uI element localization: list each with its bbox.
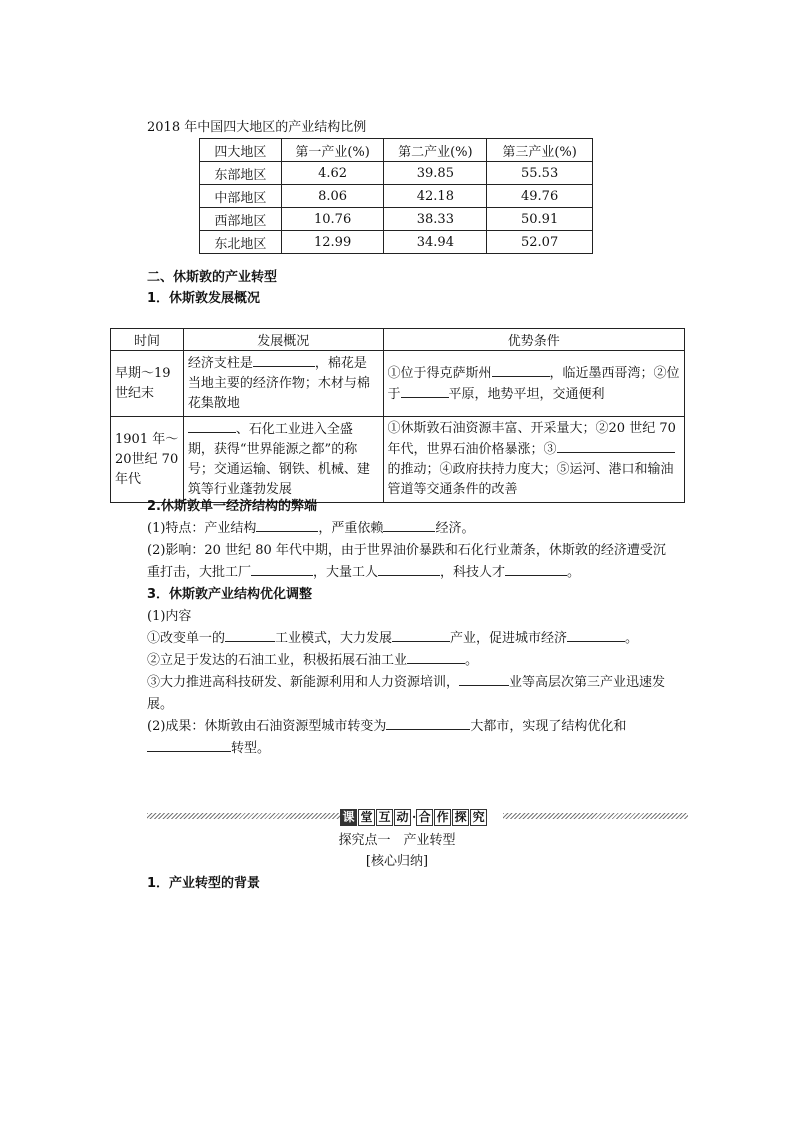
- text-segment: 转型。: [231, 741, 271, 756]
- table1-caption: 2018 年中国四大地区的产业结构比例: [147, 120, 367, 135]
- fill-blank: [251, 562, 313, 576]
- header-cell: 优势条件: [383, 329, 684, 351]
- text-segment: (1)特点：产业结构: [147, 521, 257, 536]
- fill-blank: [407, 650, 465, 664]
- paragraph: [147, 518, 687, 540]
- text-segment: ，严重依赖: [318, 521, 384, 536]
- banner-char: 课: [340, 809, 357, 826]
- section-banner: [340, 806, 488, 824]
- banner-char: 探: [452, 809, 469, 826]
- table-header-row: [111, 329, 685, 351]
- header-cell: 第一产业(%): [281, 139, 384, 162]
- text-segment: 平原，地势平坦，交通便利: [448, 386, 605, 402]
- cell: 西部地区: [200, 208, 282, 231]
- fill-blank: [492, 363, 550, 377]
- table-header-row: [200, 139, 593, 162]
- text-segment: (2)成果：休斯敦由石油资源型城市转变为: [147, 719, 387, 734]
- header-cell: 第三产业(%): [487, 139, 593, 162]
- region-industry-table: [199, 138, 593, 254]
- cell: 50.91: [487, 208, 593, 231]
- banner-char: 互: [376, 809, 393, 826]
- fill-blank: [383, 518, 435, 532]
- fill-blank: [253, 353, 315, 367]
- banner-char: 作: [434, 809, 451, 826]
- section-title: 二、休斯敦的产业转型: [147, 270, 278, 285]
- text-segment: 经济支柱是: [187, 356, 253, 371]
- cell: 39.85: [384, 162, 487, 185]
- table-row: [200, 208, 593, 231]
- banner-char: 动: [394, 809, 411, 826]
- paragraph: (1)内容: [147, 609, 192, 624]
- cell: 12.99: [281, 231, 384, 254]
- fill-blank: [557, 439, 675, 453]
- fill-blank: [225, 628, 275, 642]
- cell: 4.62: [281, 162, 384, 185]
- cell: 东北地区: [200, 231, 282, 254]
- divider-right: [503, 811, 688, 821]
- cell: 42.18: [384, 185, 487, 208]
- explore-tag: [核心归纳]: [365, 854, 429, 869]
- cell: 34.94: [384, 231, 487, 254]
- cell: 38.33: [384, 208, 487, 231]
- text-segment: ，大量工人: [313, 565, 379, 580]
- fill-blank: [256, 518, 318, 532]
- paragraph: [147, 672, 687, 716]
- divider-left: [147, 811, 340, 821]
- header-cell: 第二产业(%): [384, 139, 487, 162]
- header-cell: 四大地区: [200, 139, 282, 162]
- fill-blank: [505, 562, 567, 576]
- text-segment: 工业模式，大力发展: [275, 631, 393, 646]
- text-segment: ，临近墨西哥湾；②位于: [387, 365, 680, 402]
- banner-char: 堂: [358, 809, 375, 826]
- cell: 10.76: [281, 208, 384, 231]
- banner-char: 合: [416, 809, 433, 826]
- text-segment: 。: [567, 565, 581, 580]
- table-row: [200, 162, 593, 185]
- table-row: [200, 231, 593, 254]
- text-segment: ②立足于发达的石油工业，积极拓展石油工业: [147, 653, 408, 668]
- table-row: [200, 185, 593, 208]
- paragraph: [147, 540, 677, 584]
- header-cell: 发展概况: [183, 329, 383, 351]
- cell: 49.76: [487, 185, 593, 208]
- banner-char: 究: [470, 809, 487, 826]
- fill-blank: [401, 384, 449, 398]
- development-cell: [183, 351, 383, 417]
- subsection-title: 2.休斯敦单一经济结构的弊端: [147, 499, 317, 514]
- header-cell: 时间: [111, 329, 184, 351]
- fill-blank: [459, 672, 509, 686]
- fill-blank: [188, 419, 236, 433]
- text-segment: ①位于得克萨斯州: [387, 365, 492, 381]
- text-segment: 业等高层次第三产业迅速发展。: [147, 675, 666, 712]
- banner-dot: ·: [412, 810, 417, 824]
- text-segment: 。: [465, 653, 479, 668]
- text-segment: ，棉花是当地主要的经济作物；木材与棉花集散地: [187, 356, 370, 411]
- text-segment: 的推动；④政府扶持力度大；⑤运河、港口和输油管道等交通条件的改善: [387, 462, 674, 497]
- subsection-title: 1．休斯敦发展概况: [147, 291, 261, 306]
- text-segment: 、石化工业进入全盛期，获得“世界能源之都”的称号；交通运输、钢铁、机械、建筑等行业蓬勃发展: [187, 422, 370, 497]
- text-segment: ①休斯敦石油资源丰富、开采量大；②20 世纪 70年代，世界石油价格暴涨；③: [387, 421, 676, 457]
- text-segment: ，科技人才: [440, 565, 506, 580]
- cell: 8.06: [281, 185, 384, 208]
- text-segment: 产业，促进城市经济: [450, 631, 568, 646]
- paragraph: [147, 650, 687, 672]
- fill-blank: [567, 628, 625, 642]
- text-segment: ①改变单一的: [147, 631, 226, 646]
- table-row: [111, 417, 685, 503]
- development-cell: [183, 417, 383, 503]
- text-segment: 大都市，实现了结构优化和: [470, 719, 627, 734]
- text-segment: 经济。: [435, 521, 475, 536]
- fill-blank: [392, 628, 450, 642]
- houston-development-table: [110, 328, 685, 503]
- cell: 55.53: [487, 162, 593, 185]
- text-segment: (2)影响：20 世纪 80 年代中期，由于世界油价暴跌和石化行业萧条，休斯敦的经济遭受沉重打击，大批工厂: [147, 543, 666, 580]
- subsection-title: 1．产业转型的背景: [147, 876, 261, 891]
- explore-title: 探究点一 产业转型: [338, 833, 456, 848]
- advantage-cell: [383, 351, 684, 417]
- subsection-title: 3．休斯敦产业结构优化调整: [147, 587, 313, 602]
- time-cell: 早期～19世纪末: [111, 351, 184, 417]
- text-segment: ③大力推进高科技研发、新能源利用和人力资源培训，: [147, 675, 460, 690]
- paragraph: [147, 628, 687, 650]
- time-cell: 1901 年～20世纪 70年代: [111, 417, 184, 503]
- cell: 52.07: [487, 231, 593, 254]
- table-row: [111, 351, 685, 417]
- cell: 东部地区: [200, 162, 282, 185]
- paragraph: [147, 716, 687, 760]
- cell: 中部地区: [200, 185, 282, 208]
- fill-blank: [147, 738, 231, 752]
- fill-blank: [386, 716, 470, 730]
- fill-blank: [378, 562, 440, 576]
- text-segment: 。: [625, 631, 639, 646]
- advantage-cell: [383, 417, 684, 503]
